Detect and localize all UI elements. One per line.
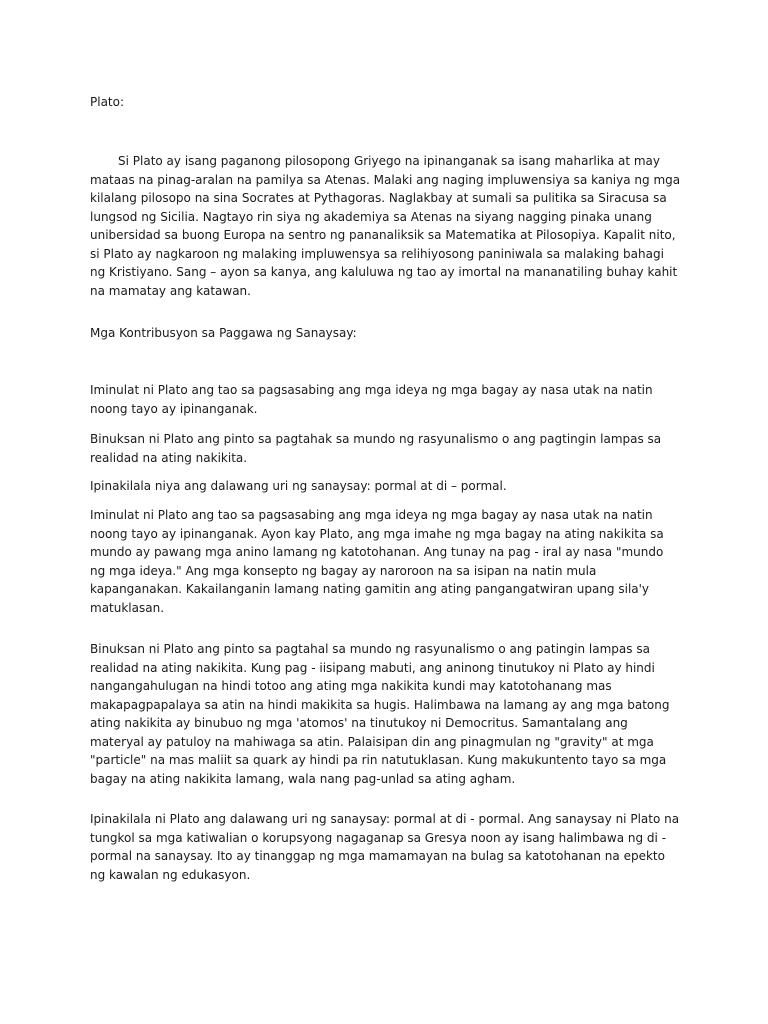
detail-paragraph-2: Binuksan ni Plato ang pinto sa pagtahal sa mundo ng rasyunalismo o ang patingin lampas sa realidad na ating nakikita. Kung pag - iisipang mabuti, ang aninong tinutukoy ni Plato ay hindi nangangahulugan na hindi totoo ang ating mga nakikita kundi may katotohanang mas makapagpapalaya sa atin na hindi makikita sa hugis. Halimbawa na lamang ay ang mga batong ating nakikita ay binubuo ng mga 'atomos' na tinutukoy ni Democritus. Samantalang ang materyal ay patuloy na mahiwaga sa atin. Palaisipan din ang pinagmulan ng "gravity" at mga "particle" na mas maliit sa quark ay hindi pa rin natutuklasan. Kung makukuntento tayo sa mga bagay na ating nakikita lamang, wala nang pag-unlad sa ating agham.	[90, 642, 670, 786]
document-title: Plato:	[90, 95, 125, 109]
point-paragraph-2: Binuksan ni Plato ang pinto sa pagtahak sa mundo ng rasyunalismo o ang pagtingin lampas sa realidad na ating nakikita.	[90, 432, 662, 465]
detail-paragraph-1: Iminulat ni Plato ang tao sa pagsasabing ang mga ideya ng mga bagay ay nasa utak na natin noong tayo ay ipinanganak. Ayon kay Plato, ang mga imahe ng mga bagay na ating nakikita sa mundo ay pawang mga anino lamang ng katotohanan. Ang tunay na pag - iral ay nasa "mundo ng mga ideya." Ang mga konsepto ng bagay ay naroroon na sa isipan na natin mula kapanganakan. Kakailanganin lamang nating gamitin ang ating pangangatwiran upang sila'y matuklasan.	[90, 508, 664, 615]
point-paragraph-1: Iminulat ni Plato ang tao sa pagsasabing ang mga ideya ng mga bagay ay nasa utak na natin noong tayo ay ipinanganak.	[90, 383, 653, 416]
point-paragraph-3: Ipinakilala niya ang dalawang uri ng sanaysay: pormal at di – pormal.	[90, 479, 507, 493]
section-heading: Mga Kontribusyon sa Paggawa ng Sanaysay:	[90, 326, 357, 340]
detail-paragraph-3: Ipinakilala ni Plato ang dalawang uri ng sanaysay: pormal at di - pormal. Ang sanaysay ni Plato na tungkol sa mga katiwalian o korupsyong nagaganap sa Gresya noon ay isang halimbawa ng di - pormal na sanaysay. Ito ay tinanggap ng mga mamamayan na bulag sa katotohanan na epekto ng kawalan ng edukasyon.	[90, 812, 680, 882]
intro-paragraph: Si Plato ay isang paganong pilosopong Griyego na ipinanganak sa isang maharlika at may mataas na pinag-aralan na pamilya sa Atenas. Malaki ang naging impluwensiya sa kaniya ng mga kilalang pilosopo na sina Socrates at Pythagoras. Naglakbay at sumali sa pulitika sa Siracusa sa lungsod ng Sicilia. Nagtayo rin siya ng akademiya sa Atenas na siyang nagging pinaka unang unibersidad sa buong Europa na sentro ng pananaliksik sa Matematika at Pilosopiya. Kapalit nito, si Plato ay nagkaroon ng malaking impluwensya sa relihiyosong paniniwala sa malaking bahagi ng Kristiyano. Sang – ayon sa kanya, ang kaluluwa ng tao ay imortal na mananatiling buhay kahit na mamatay ang katawan.	[90, 154, 681, 298]
